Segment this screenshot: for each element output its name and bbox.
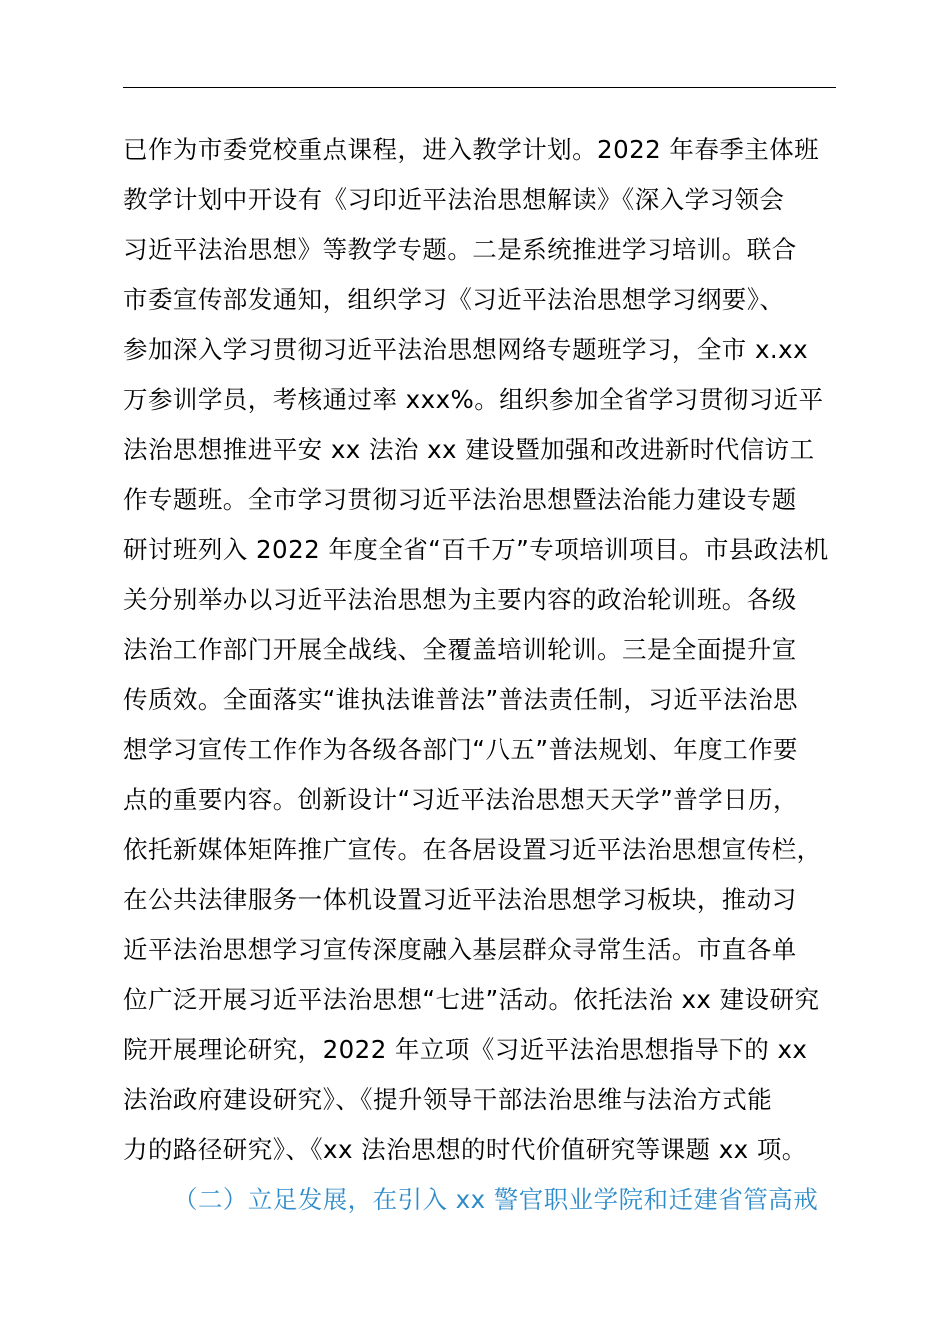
text-line-15: 依托新媒体矩阵推广宣传。在各居设置习近平法治思想宣传栏， <box>123 835 822 864</box>
text-line-9: 研讨班列入 2022 年度全省“百千万”专项培训项目。市县政法机 <box>123 535 829 564</box>
text-line-10: 关分别举办以习近平法治思想为主要内容的政治轮训班。各级 <box>123 585 797 614</box>
text-line-16: 在公共法律服务一体机设置习近平法治思想学习板块，推动习 <box>123 885 797 914</box>
text-line-8: 作专题班。全市学习贯彻习近平法治思想暨法治能力建设专题 <box>123 485 797 514</box>
text-line-20: 法治政府建设研究》、《提升领导干部法治思维与法治方式能 <box>123 1085 773 1114</box>
text-line-2: 教学计划中开设有《习印近平法治思想解读》《深入学习领会 <box>123 185 785 214</box>
header-rule <box>123 87 836 88</box>
body-text <box>123 125 863 1225</box>
text-line-4: 市委宣传部发通知，组织学习《习近平法治思想学习纲要》、 <box>123 285 785 314</box>
text-line-1: 已作为市委党校重点课程，进入教学计划。2022 年春季主体班 <box>123 135 820 164</box>
text-line-11: 法治工作部门开展全战线、全覆盖培训轮训。三是全面提升宣 <box>123 635 797 664</box>
text-line-3: 习近平法治思想》等教学专题。二是系统推进学习培训。联合 <box>123 235 797 264</box>
text-line-14: 点的重要内容。创新设计“习近平法治思想天天学”普学日历， <box>123 785 798 814</box>
text-line-19: 院开展理论研究，2022 年立项《习近平法治思想指导下的 xx <box>123 1035 808 1064</box>
section-heading: （二）立足发展，在引入 xx 警官职业学院和迁建省管高戒 <box>173 1185 819 1214</box>
text-line-5: 参加深入学习贯彻习近平法治思想网络专题班学习，全市 x.xx <box>123 335 809 364</box>
text-line-6: 万参训学员，考核通过率 xxx%。组织参加全省学习贯彻习近平 <box>123 385 824 414</box>
text-line-21: 力的路径研究》、《xx 法治思想的时代价值研究等课题 xx 项。 <box>123 1135 807 1164</box>
text-line-13: 想学习宣传工作作为各级各部门“八五”普法规划、年度工作要 <box>123 735 798 764</box>
text-line-17: 近平法治思想学习宣传深度融入基层群众寻常生活。市直各单 <box>123 935 797 964</box>
text-line-18: 位广泛开展习近平法治思想“七进”活动。依托法治 xx 建设研究 <box>123 985 820 1014</box>
text-line-7: 法治思想推进平安 xx 法治 xx 建设暨加强和改进新时代信访工 <box>123 435 815 464</box>
text-line-12: 传质效。全面落实“谁执法谁普法”普法责任制，习近平法治思 <box>123 685 798 714</box>
